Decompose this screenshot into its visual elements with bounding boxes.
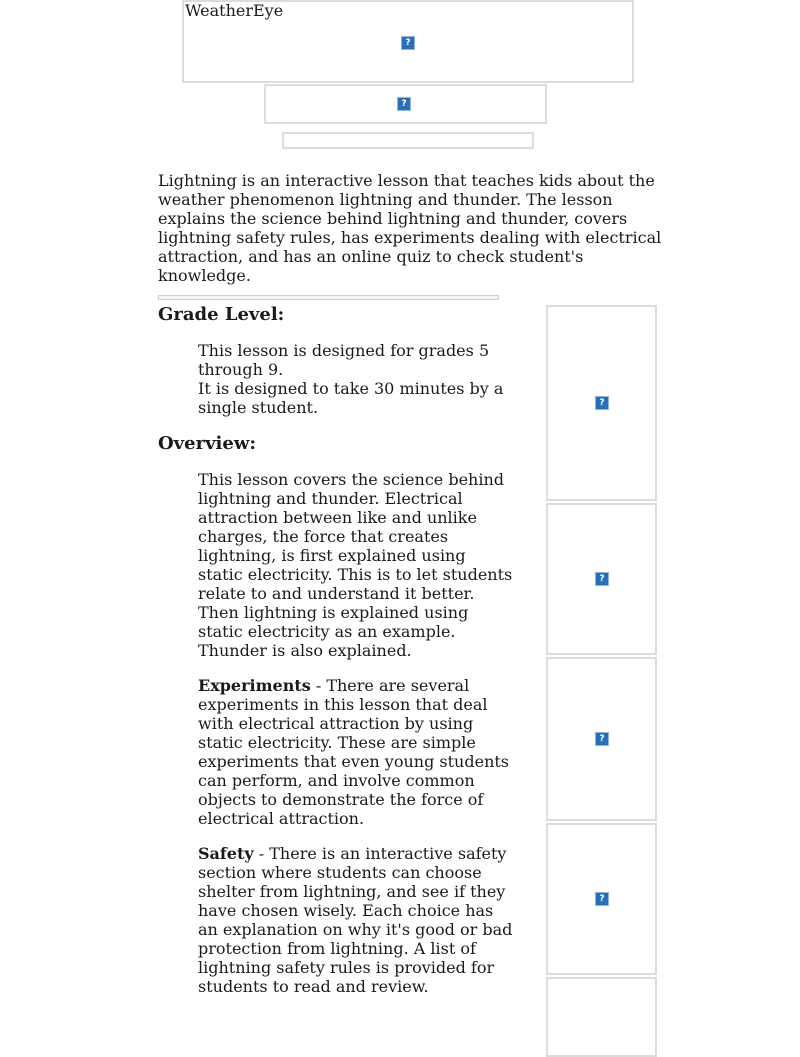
- broken-image-icon: ?: [397, 97, 411, 111]
- broken-image-icon: ?: [595, 396, 609, 410]
- safety-paragraph: [198, 844, 513, 996]
- duration-text: It is designed to take 30 minutes by a single student.: [198, 379, 504, 417]
- experiments-paragraph: [198, 676, 513, 828]
- safety-label: Safety: [198, 844, 254, 863]
- logo-alt-text: WeatherEye: [185, 1, 284, 20]
- horizontal-divider: [158, 295, 499, 300]
- title-image[interactable]: [264, 84, 547, 124]
- broken-image-icon: ?: [401, 36, 415, 50]
- overview-heading: Overview:: [158, 433, 256, 454]
- side-image-5[interactable]: [546, 977, 657, 1057]
- broken-image-icon: ?: [595, 892, 609, 906]
- side-image-2[interactable]: [546, 503, 657, 655]
- experiments-label: Experiments: [198, 676, 311, 695]
- grade-range-text: This lesson is designed for grades 5 through 9.: [198, 341, 490, 379]
- intro-paragraph: Lightning is an interactive lesson that teaches kids about the weather phenomenon lightning and thunder. The lesson explains the science behind lightning and thunder, covers lightning safety rules, has experiments dealing with electrical attraction, and has an online quiz to check student's knowledge.: [158, 171, 662, 285]
- broken-image-icon: ?: [595, 572, 609, 586]
- header-banner-image[interactable]: [182, 0, 634, 83]
- side-image-4[interactable]: [546, 823, 657, 975]
- safety-text: - There is an interactive safety section where students can choose shelter from lightning, and see if they have chosen wisely. Each choice has an explanation on why it's good or bad protection from lightning. A list of lightning safety rules is provided for students to read and review.: [198, 844, 513, 996]
- overview-text: This lesson covers the science behind lightning and thunder. Electrical attraction between like and unlike charges, the force that creates lightning, is first explained using static electricity. This is to let students relate to and understand it better. Then lightning is explained using static electricity as an example. Thunder is also explained.: [198, 470, 513, 660]
- side-image-3[interactable]: [546, 657, 657, 821]
- broken-image-icon: ?: [595, 732, 609, 746]
- experiments-text: - There are several experiments in this lesson that deal with electrical attraction by using static electricity. These are simple experiments that even young students can perform, and involve common objects to demonstrate the force of electrical attraction.: [198, 676, 510, 828]
- side-image-1[interactable]: [546, 305, 657, 501]
- grade-level-text: [198, 341, 513, 417]
- grade-level-heading: Grade Level:: [158, 304, 285, 325]
- nav-bar-image[interactable]: [282, 132, 534, 149]
